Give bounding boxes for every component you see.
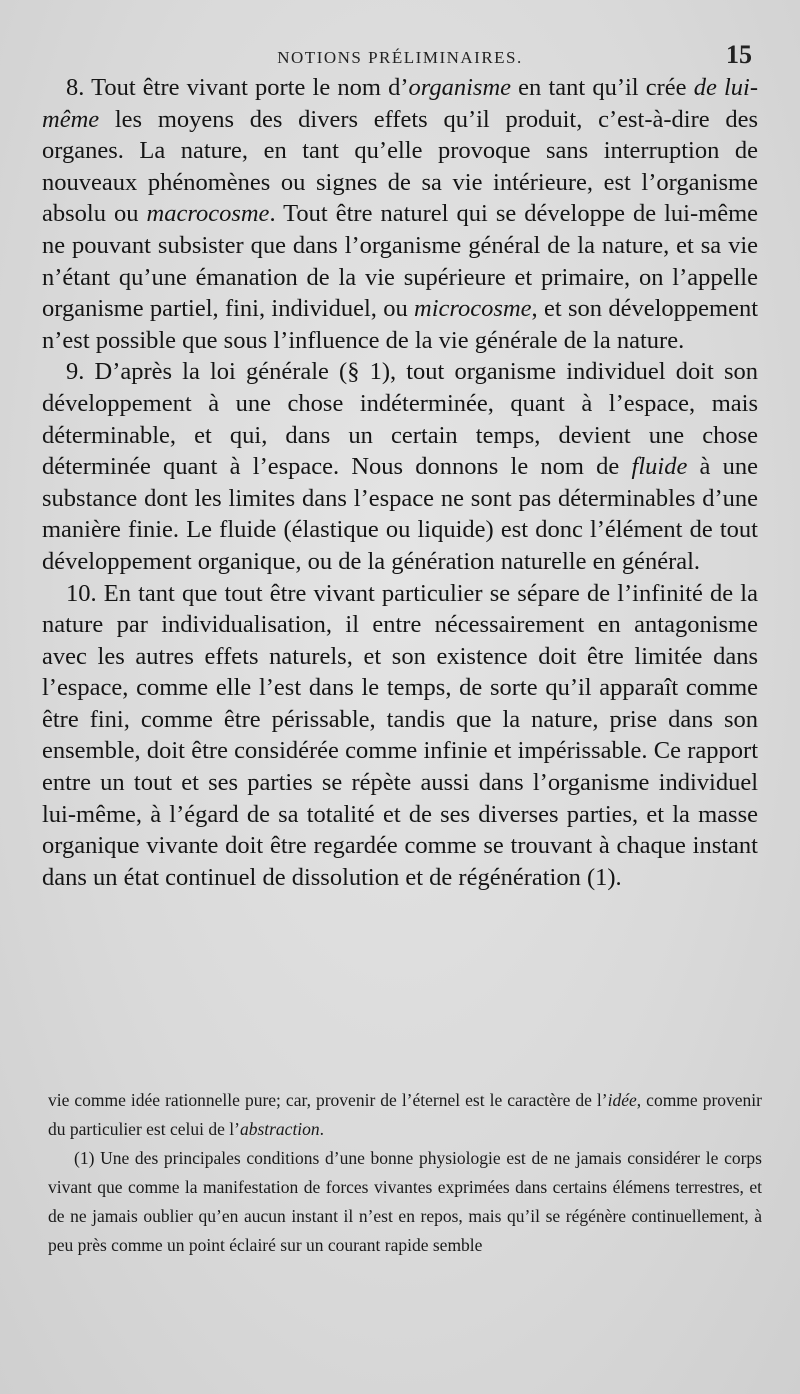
page-header (42, 30, 758, 72)
main-text (42, 72, 758, 893)
paragraph-8 (42, 72, 758, 356)
footnote-continuation (48, 1086, 762, 1144)
italic-term: organisme (408, 74, 512, 101)
paragraph-9 (42, 356, 758, 577)
text-run: , comme provenir du particulier est celui de l’ (48, 1090, 762, 1139)
text-run: en tant qu’il crée (511, 74, 694, 101)
text-run: . (319, 1119, 325, 1139)
paragraph-10 (42, 578, 758, 894)
text-run: (1) Une des principales conditions d’une bonne physiologie est de ne jamais considérer le corps vivant que comme la manifestation de forces vivantes exprimées dans certains élémens terrestres, et de ne jamais oublier qu’en aucun instant il n’est en repos, mais qu’il se régénère continuellement, à peu près comme un point éclairé sur un courant rapide semble (48, 1148, 762, 1255)
italic-term: macrocosme (146, 200, 270, 228)
italic-term: idée (607, 1090, 637, 1110)
text-run: 10. En tant que tout être vivant particulier se sépare de l’infinité de la nature par individualisation, il entre nécessairement en antagonisme avec les autres effets naturels, et son existence doit être limitée dans l’espace, comme elle l’est dans le temps, de sorte qu’il apparaît comme être fini, comme être périssable, tandis que la nature, prise dans son ensemble, doit être considérée comme infinie et impérissable. Ce rapport entre un tout et ses parties se répète aussi dans l’organisme individuel lui-même, à l’égard de sa totalité et de ses diverses parties, et la masse organique vivante doit être regardée comme se trouvant à chaque instant dans un état continuel de dissolution et de régénération (1). (42, 579, 758, 891)
text-run: vie comme idée rationnelle pure; car, provenir de l’éternel est le caractère de l’ (48, 1090, 608, 1110)
text-run: . Tout être naturel qui se développe de lui-même ne pouvant subsister que dans l’organisme général de la nature, et sa vie n’étant qu’une émanation de la vie supérieure et primaire, on l’appelle organisme partiel, fini, individuel, ou (42, 200, 758, 323)
text-run: les moyens des divers effets qu’il produit, c’est-à-dire des organes. La nature, en tant qu’elle provoque sans interruption de nouveaux phénomènes ou signes de sa vie intérieure, est l’organisme absolu ou (42, 105, 758, 228)
footnotes (48, 1086, 762, 1260)
italic-term: de lui-même (42, 74, 758, 133)
text-run: 9. D’après la loi générale (§ 1), tout organisme individuel doit son développement à une chose indéterminée, quant à l’espace, mais déterminable, et qui, dans un certain temps, devient une chose déterminée quant à l’espace. Nous donnons le nom de (42, 358, 758, 481)
footnote-1 (48, 1144, 762, 1260)
text-run: , et son développement n’est possible que sous l’influence de la vie générale de la nature. (42, 295, 758, 354)
page-number: 15 (726, 40, 752, 69)
italic-term: fluide (631, 453, 688, 481)
text-run: 8. Tout être vivant porte le nom d’ (66, 74, 409, 101)
italic-term: abstraction (239, 1119, 320, 1139)
running-head: NOTIONS PRÉLIMINAIRES. (277, 48, 523, 67)
text-run: à une substance dont les limites dans l’espace ne sont pas déterminables d’une manière finie. Le fluide (élastique ou liquide) est donc l’élément de tout développement organique, ou de la génération naturelle en général. (42, 453, 758, 575)
italic-term: microcosme (414, 295, 532, 323)
